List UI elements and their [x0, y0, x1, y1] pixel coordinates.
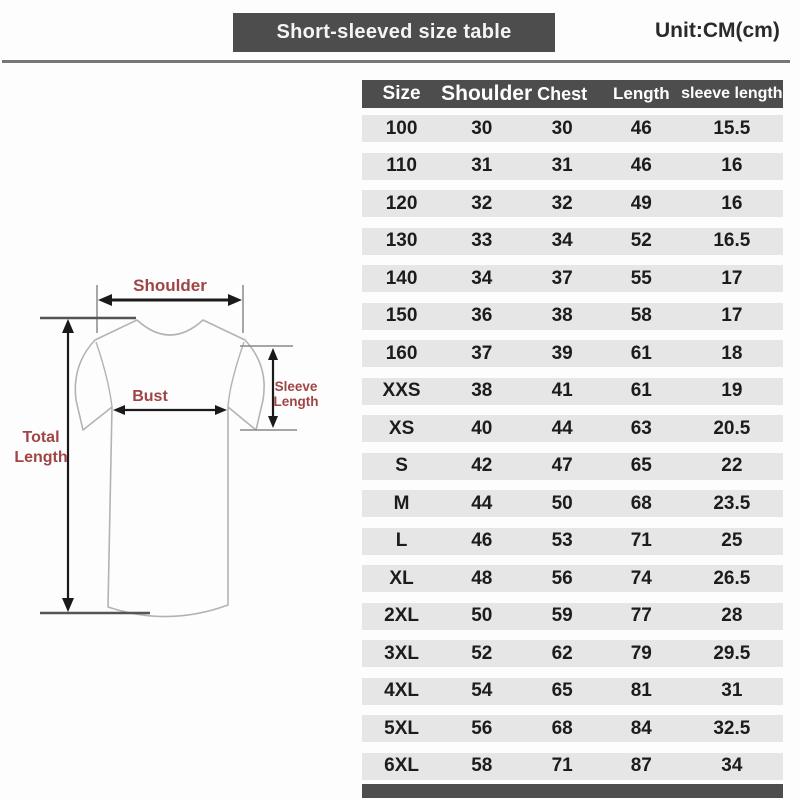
page-title	[233, 13, 555, 52]
table-cell: 38	[471, 380, 493, 401]
table-cell: M	[393, 492, 410, 514]
total-length-label-line1: Total	[22, 429, 60, 446]
table-cell: 38	[551, 305, 573, 326]
left-armhole-seam	[96, 342, 112, 407]
table-row	[362, 378, 783, 405]
tshirt-measurement-diagram	[0, 260, 340, 660]
table-cell: 34	[551, 230, 573, 251]
table-row	[362, 490, 783, 517]
table-cell: 61	[630, 380, 652, 401]
table-cell: 65	[630, 455, 652, 476]
table-cell: 84	[630, 717, 652, 739]
table-cell: 46	[630, 117, 652, 139]
table-cell: 39	[551, 342, 573, 364]
column-header-shoulder: Shoulder	[441, 82, 533, 105]
table-cell: 74	[630, 567, 652, 589]
size-table-header-row	[362, 80, 783, 108]
table-row	[362, 753, 783, 780]
table-cell: 53	[551, 530, 573, 551]
table-cell: 65	[551, 680, 573, 701]
table-bottom-bar	[362, 784, 783, 798]
table-cell: 59	[551, 605, 573, 626]
table-cell: 16	[721, 192, 743, 214]
sleeve-arrowhead-top	[268, 348, 278, 360]
table-row	[362, 340, 783, 367]
table-cell: 37	[471, 342, 493, 364]
table-cell: 87	[630, 755, 652, 776]
table-cell: L	[395, 530, 408, 551]
table-cell: 58	[471, 755, 493, 776]
table-row	[362, 453, 783, 480]
size-table	[362, 80, 783, 798]
table-row	[362, 303, 783, 330]
shoulder-label: Shoulder	[133, 276, 207, 295]
column-header-size: Size	[382, 83, 421, 104]
table-cell: 44	[551, 417, 573, 439]
table-cell: 20.5	[713, 417, 751, 439]
table-cell: XL	[389, 567, 414, 589]
table-cell: 31	[551, 155, 573, 176]
unit-label: Unit:CM(cm)	[655, 19, 780, 42]
table-cell: 100	[385, 117, 418, 139]
table-cell: 17	[721, 267, 743, 289]
table-cell: 130	[385, 230, 418, 251]
table-cell: 32	[551, 192, 573, 214]
table-cell: 6XL	[384, 755, 419, 776]
table-cell: S	[395, 455, 408, 476]
table-cell: 77	[630, 605, 652, 626]
table-row	[362, 115, 783, 142]
table-row	[362, 228, 783, 255]
table-cell: 46	[630, 155, 652, 176]
column-header-sleeve-length: sleeve length	[681, 85, 783, 102]
table-cell: 26.5	[713, 567, 751, 589]
bust-arrowhead-left	[113, 405, 125, 415]
table-cell: 50	[471, 605, 493, 626]
table-cell: 55	[630, 267, 652, 289]
table-cell: 52	[471, 642, 493, 664]
table-cell: 47	[551, 455, 573, 476]
table-cell: 34	[721, 755, 743, 776]
table-cell: 71	[551, 755, 573, 776]
table-cell: 68	[551, 717, 573, 739]
table-row	[362, 415, 783, 442]
total-length-label-line2: Length	[14, 449, 68, 466]
page-title-text: Short-sleeved size table	[276, 21, 512, 43]
table-cell: XS	[388, 417, 415, 439]
table-cell: 32.5	[713, 717, 751, 739]
table-cell: 16	[721, 155, 743, 176]
table-cell: 120	[385, 192, 418, 214]
table-cell: 33	[471, 230, 493, 251]
table-cell: 17	[721, 305, 743, 326]
table-row	[362, 190, 783, 217]
table-cell: 56	[471, 717, 493, 739]
sleeve-length-label-line2: Length	[273, 394, 319, 409]
sleeve-arrowhead-bottom	[268, 416, 278, 428]
shoulder-arrowhead-right	[228, 294, 242, 306]
table-cell: 56	[551, 567, 573, 589]
right-armhole-seam	[228, 342, 244, 407]
bust-label: Bust	[132, 388, 168, 405]
table-cell: 48	[471, 567, 493, 589]
table-cell: XXS	[382, 380, 421, 401]
table-cell: 54	[471, 680, 493, 701]
shoulder-arrowhead-left	[98, 294, 112, 306]
table-cell: 40	[471, 417, 493, 439]
table-cell: 25	[721, 530, 743, 551]
table-cell: 28	[721, 605, 743, 626]
table-cell: 50	[551, 492, 573, 514]
table-cell: 61	[630, 342, 652, 364]
column-header-chest: Chest	[537, 83, 588, 104]
table-cell: 31	[471, 155, 493, 176]
table-cell: 22	[721, 455, 743, 476]
table-row	[362, 265, 783, 292]
table-cell: 2XL	[384, 605, 419, 626]
table-cell: 42	[471, 455, 493, 476]
table-cell: 81	[630, 680, 652, 701]
table-cell: 5XL	[384, 717, 419, 739]
table-cell: 32	[471, 192, 493, 214]
table-row	[362, 565, 783, 592]
total-length-arrowhead-top	[62, 319, 74, 333]
table-cell: 37	[551, 267, 573, 289]
table-cell: 71	[630, 530, 652, 551]
table-cell: 15.5	[713, 117, 751, 139]
table-cell: 62	[551, 642, 573, 664]
table-cell: 23.5	[713, 492, 751, 514]
sleeve-length-label-line1: Sleeve	[274, 379, 318, 394]
table-cell: 29.5	[713, 642, 751, 664]
table-cell: 140	[385, 267, 418, 289]
table-cell: 31	[721, 680, 743, 701]
table-cell: 58	[630, 305, 652, 326]
table-cell: 79	[630, 642, 652, 664]
table-cell: 68	[630, 492, 652, 514]
table-row	[362, 640, 783, 667]
table-row	[362, 603, 783, 630]
table-cell: 41	[551, 380, 573, 401]
header-divider-line	[2, 60, 790, 63]
table-cell: 4XL	[384, 680, 419, 701]
table-cell: 49	[630, 192, 652, 214]
table-cell: 16.5	[713, 230, 751, 251]
table-cell: 160	[385, 342, 418, 364]
table-cell: 34	[471, 267, 493, 289]
column-header-length: Length	[612, 84, 670, 103]
table-rows	[362, 115, 783, 780]
table-cell: 52	[630, 230, 652, 251]
table-row	[362, 528, 783, 555]
table-cell: 3XL	[384, 642, 419, 664]
table-cell: 30	[471, 117, 493, 139]
table-cell: 44	[471, 492, 493, 514]
table-cell: 30	[551, 117, 573, 139]
table-row	[362, 153, 783, 180]
table-cell: 150	[385, 305, 418, 326]
table-cell: 18	[721, 342, 743, 364]
table-row	[362, 715, 783, 742]
table-cell: 19	[721, 380, 743, 401]
bust-arrowhead-right	[215, 405, 227, 415]
table-cell: 63	[630, 417, 652, 439]
table-row	[362, 678, 783, 705]
table-cell: 46	[471, 530, 493, 551]
table-cell: 110	[386, 155, 417, 176]
table-cell: 36	[471, 305, 493, 326]
total-length-arrowhead-bottom	[62, 598, 74, 612]
